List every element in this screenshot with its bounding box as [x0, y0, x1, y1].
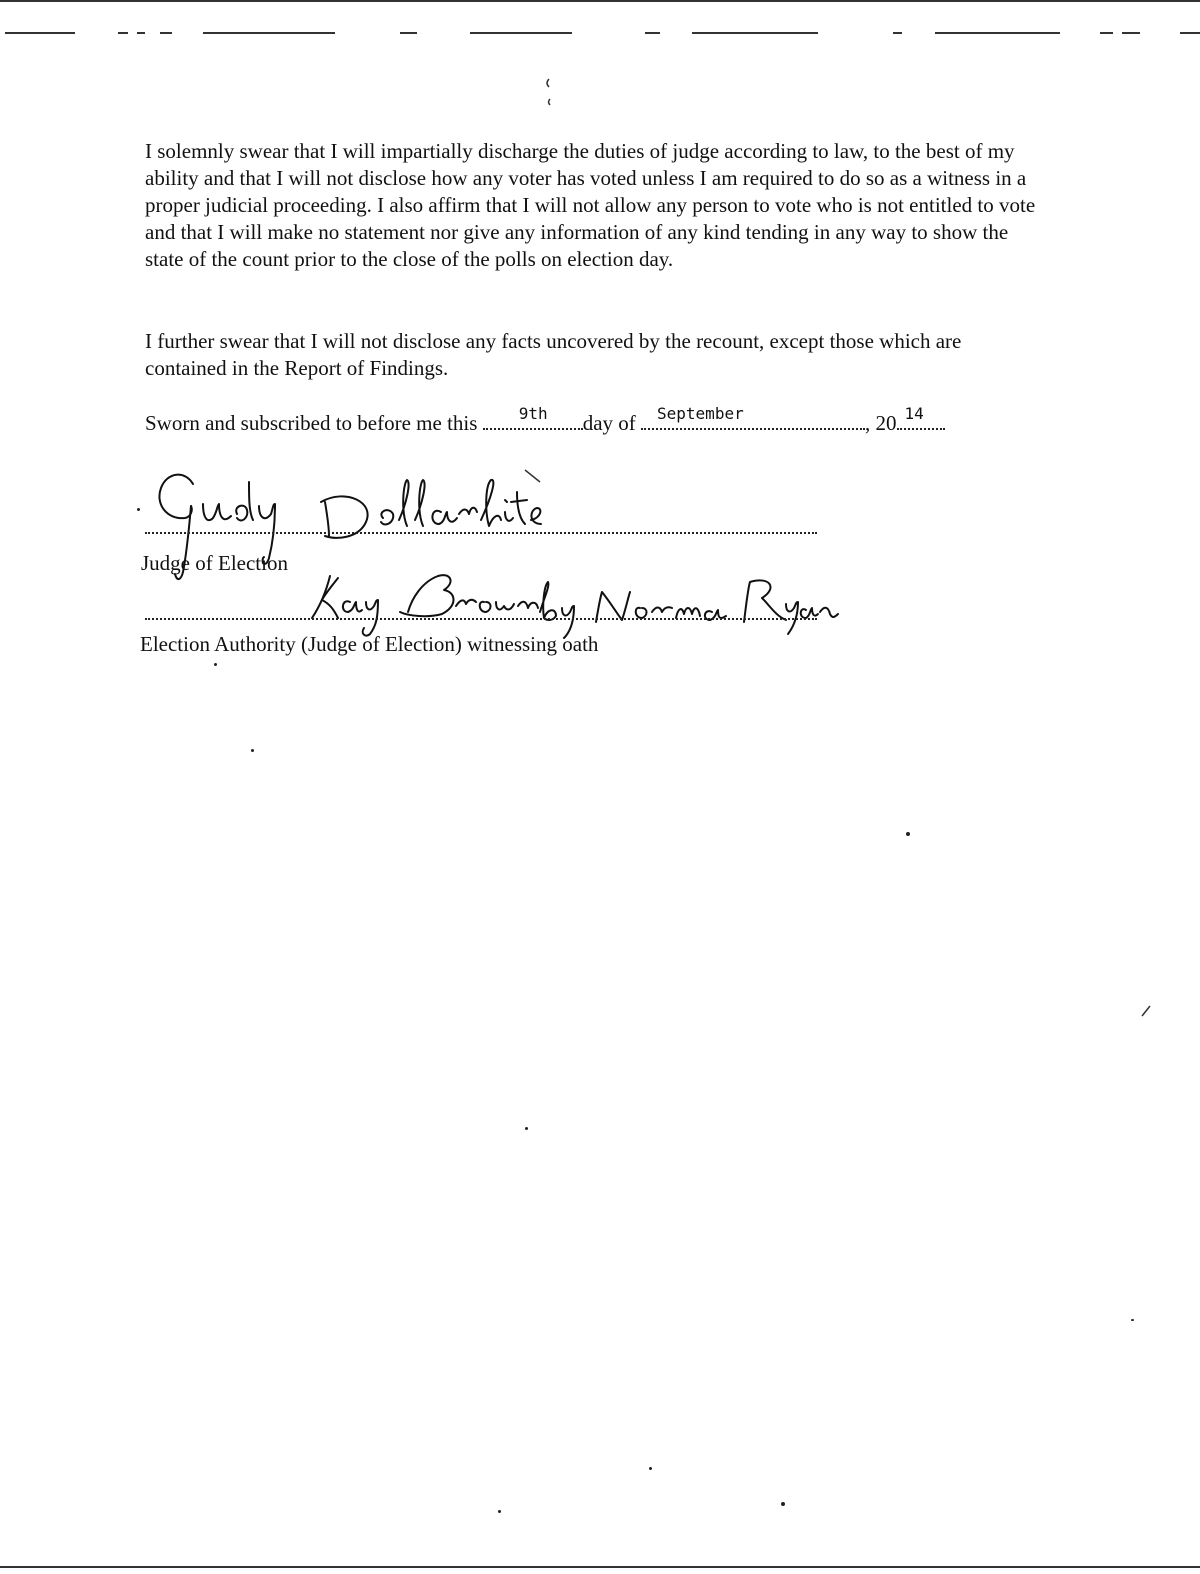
scan-artifact-bottom [0, 1566, 1200, 1568]
scan-speck [906, 832, 910, 836]
day-value: 9th [518, 404, 548, 423]
sworn-subscribed-line [145, 404, 945, 437]
scan-speck [137, 508, 140, 511]
month-blank [641, 404, 865, 430]
year-blank [897, 404, 945, 430]
judge-of-election-label: Judge of Election [141, 551, 288, 575]
oath-paragraph: I solemnly swear that I will impartially discharge the duties of judge according to law, to the best of my ability and that I will not disclose how any voter has voted unless I am required to do so as a witness in a proper judicial proceeding. I also affirm that I will not allow any person to vote who is not entitled to vote and that I will make no statement nor give any information of any kind tending in any way to show the state of the count prior to the close of the polls on election day. [145, 139, 1036, 271]
month-value: September [657, 404, 744, 423]
day-blank [483, 404, 583, 430]
sworn-middle: day of [582, 411, 636, 435]
scan-speck [1131, 1319, 1134, 1321]
sworn-prefix: Sworn and subscribed to before me this [145, 411, 478, 435]
year-prefix: , 20 [865, 411, 897, 435]
scan-speck [525, 1127, 528, 1130]
year-value: 14 [904, 404, 924, 423]
further-oath-paragraph: I further swear that I will not disclose any facts uncovered by the recount, except those which are contained in the Report of Findings. [145, 329, 962, 380]
authority-signature [300, 562, 840, 642]
judge-signature-line [145, 532, 817, 534]
scan-speck [251, 749, 254, 752]
scan-speck [649, 1467, 652, 1470]
scan-speck [498, 1510, 501, 1513]
scan-speck [781, 1502, 785, 1506]
election-authority-label: Election Authority (Judge of Election) witnessing oath [140, 632, 599, 656]
authority-signature-line [145, 618, 817, 620]
scan-speck [214, 663, 217, 666]
